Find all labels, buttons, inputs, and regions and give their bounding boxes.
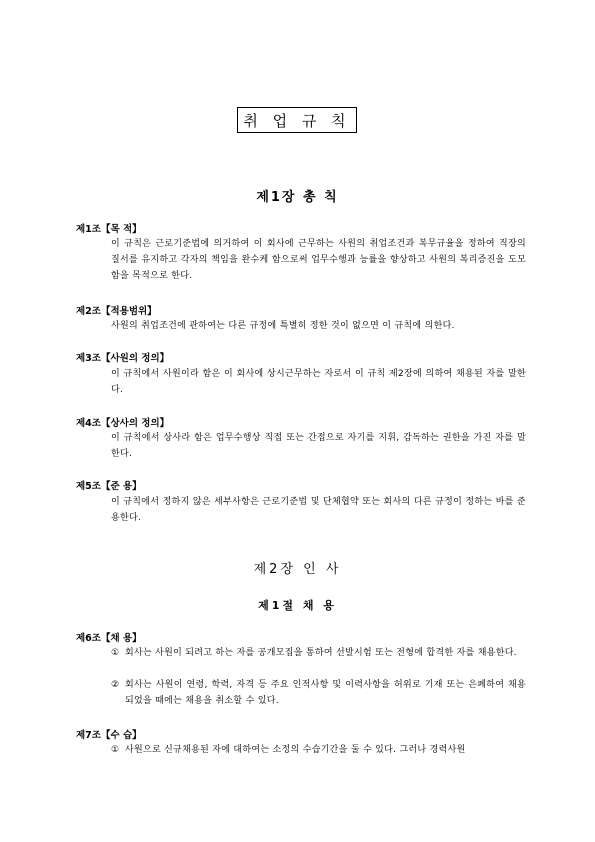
article-3-text: 이 규칙에서 사원이라 함은 이 회사에 상시근무하는 자로서 이 규칙 제2장에 의하여 채용된 자를 말한다. xyxy=(111,369,526,395)
item-number: ① xyxy=(111,648,120,658)
article-2-text: 사원의 취업조건에 관하여는 다른 규정에 특별히 정한 것이 없으면 이 규칙에 의한다. xyxy=(111,321,455,331)
document-title: 취 업 규 칙 xyxy=(237,107,357,133)
item-number: ① xyxy=(111,745,120,755)
section-1-heading: 제1절 채 용 xyxy=(258,599,337,612)
chapter-1-heading: 제1장 총 칙 xyxy=(256,190,339,205)
item-text: 사원으로 신규채용된 자에 대하여는 소정의 수습기간을 둘 수 있다. 그러나 경력사원 xyxy=(125,745,466,755)
article-1-text: 이 규칙은 근로기준법에 의거하여 이 회사에 근무하는 사원의 취업조건과 복무규율을 정하여 직장의 질서를 유지하고 각자의 책임을 완수케 함으로써 업무수행과 능률을 향상하고 사원의 복리증진을 도모함을 목적으로 한다. xyxy=(111,239,526,281)
article-7-heading: 제7조【수 습】 xyxy=(76,730,142,741)
article-7-item-1 xyxy=(111,742,526,758)
article-4-text: 이 규칙에서 상사라 함은 업무수행상 직접 또는 간접으로 자기를 지휘, 감독하는 권한을 가진 자를 말한다. xyxy=(111,433,526,459)
article-2-heading: 제2조【적용범위】 xyxy=(76,306,157,317)
article-4-heading: 제4조【상사의 정의】 xyxy=(76,418,170,429)
article-1-heading: 제1조【목 적】 xyxy=(76,224,142,235)
item-number: ② xyxy=(111,680,120,690)
chapter-2-heading: 제2장 인 사 xyxy=(253,562,342,577)
article-6-item-2 xyxy=(111,677,526,709)
article-3-heading: 제3조【사원의 정의】 xyxy=(76,353,170,364)
item-text: 회사는 사원이 되려고 하는 자를 공개모집을 통하여 선발시험 또는 전형에 합격한 자를 채용한다. xyxy=(125,648,517,658)
article-6-item-1 xyxy=(111,645,526,661)
article-5-heading: 제5조【준 용】 xyxy=(76,481,142,492)
article-5-text: 이 규칙에서 정하지 않은 세부사항은 근로기준법 및 단체협약 또는 회사의 다른 규정이 정하는 바를 준용한다. xyxy=(111,497,526,523)
item-text: 회사는 사원이 연령, 학력, 자격 등 주요 인적사항 및 이력사항을 허위로 기재 또는 은폐하여 채용되었을 때에는 채용을 취소할 수 있다. xyxy=(125,680,526,706)
article-6-heading: 제6조【채 용】 xyxy=(76,633,142,644)
